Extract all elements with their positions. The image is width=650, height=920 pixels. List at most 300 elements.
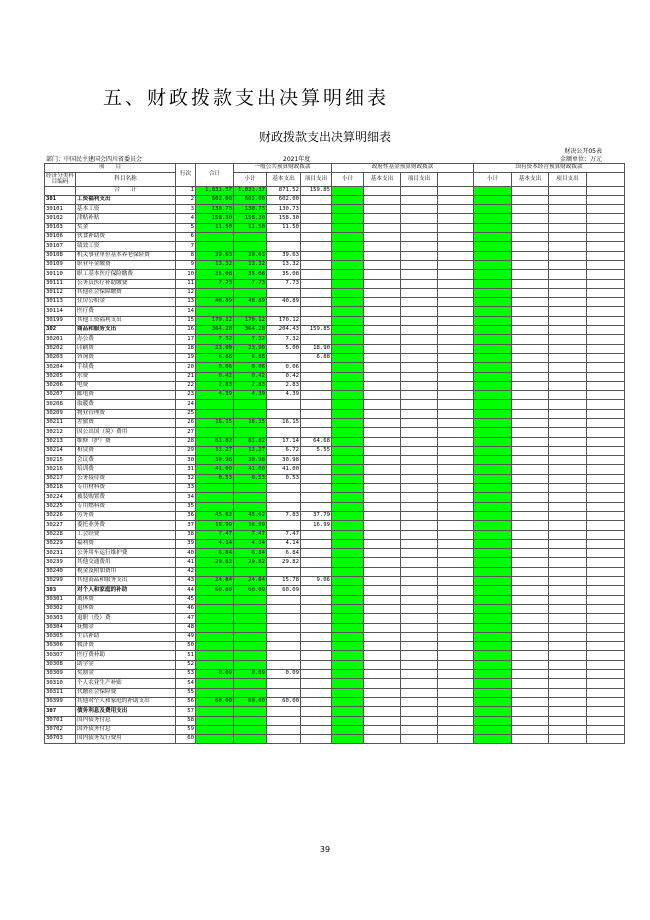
cell-state-blank [587, 391, 625, 400]
cell-general-basic: 16.15 [267, 419, 301, 428]
cell-fund-project [401, 623, 438, 632]
cell-fund-project [401, 484, 438, 493]
cell-code [45, 186, 76, 195]
cell-general-project [301, 595, 332, 604]
cell-general-subtotal [234, 288, 267, 297]
cell-state-project [549, 474, 587, 483]
cell-name: 住房公积金 [76, 298, 176, 307]
cell-fund-subtotal [332, 595, 364, 604]
table-row [45, 651, 625, 660]
cell-general-basic: 13.32 [267, 260, 301, 269]
cell-total [196, 400, 234, 409]
cell-state-blank [587, 530, 625, 539]
cell-line: 20 [176, 363, 196, 372]
cell-line: 10 [176, 270, 196, 279]
cell-general-subtotal [234, 502, 267, 511]
cell-code: 30306 [45, 642, 76, 651]
cell-general-subtotal: 24.84 [234, 577, 267, 586]
cell-total: 7.32 [196, 335, 234, 344]
cell-fund-blank [438, 363, 474, 372]
cell-state-subtotal [474, 604, 512, 613]
cell-state-blank [587, 446, 625, 455]
cell-general-basic: 4.39 [267, 391, 301, 400]
cell-code: 30303 [45, 614, 76, 623]
cell-total: 7.73 [196, 279, 234, 288]
cell-state-blank [587, 502, 625, 511]
cell-state-basic [512, 725, 549, 734]
cell-code: 30702 [45, 725, 76, 734]
cell-fund-basic [364, 279, 401, 288]
cell-code: 30218 [45, 484, 76, 493]
cell-fund-blank [438, 688, 474, 697]
cell-state-subtotal [474, 205, 512, 214]
cell-state-subtotal [474, 735, 512, 744]
cell-state-project [549, 251, 587, 260]
cell-fund-basic [364, 242, 401, 251]
cell-general-basic: 41.00 [267, 465, 301, 474]
cell-state-project [549, 214, 587, 223]
cell-state-subtotal [474, 428, 512, 437]
cell-general-subtotal [234, 233, 267, 242]
cell-fund-blank [438, 446, 474, 455]
cell-state-project [549, 567, 587, 576]
cell-state-blank [587, 623, 625, 632]
cell-fund-basic [364, 716, 401, 725]
cell-general-project [301, 205, 332, 214]
table-row [45, 558, 625, 567]
cell-fund-project [401, 437, 438, 446]
cell-line: 14 [176, 307, 196, 316]
cell-general-basic [267, 679, 301, 688]
table-row [45, 419, 625, 428]
cell-fund-project [401, 697, 438, 706]
cell-fund-subtotal [332, 307, 364, 316]
cell-fund-blank [438, 279, 474, 288]
cell-general-project [301, 660, 332, 669]
cell-general-subtotal: 364.28 [234, 326, 267, 335]
cell-general-subtotal [234, 493, 267, 502]
cell-general-project [301, 251, 332, 260]
cell-total: 16.99 [196, 521, 234, 530]
cell-state-project [549, 586, 587, 595]
cell-general-subtotal: 29.82 [234, 558, 267, 567]
cell-general-subtotal [234, 623, 267, 632]
cell-fund-blank [438, 465, 474, 474]
cell-state-basic [512, 372, 549, 381]
cell-fund-basic [364, 400, 401, 409]
cell-fund-subtotal [332, 632, 364, 641]
cell-fund-basic [364, 195, 401, 204]
cell-line: 18 [176, 344, 196, 353]
cell-state-project [549, 502, 587, 511]
cell-state-blank [587, 539, 625, 548]
cell-general-basic [267, 428, 301, 437]
table-row [45, 586, 625, 595]
cell-name: 会议费 [76, 456, 176, 465]
cell-state-blank [587, 586, 625, 595]
cell-fund-blank [438, 456, 474, 465]
cell-state-basic [512, 186, 549, 195]
cell-state-blank [587, 707, 625, 716]
cell-total [196, 716, 234, 725]
cell-fund-blank [438, 260, 474, 269]
cell-fund-project [401, 195, 438, 204]
cell-name: 其他工资福利支出 [76, 316, 176, 325]
cell-name: 医疗费 [76, 307, 176, 316]
cell-code: 30226 [45, 511, 76, 520]
cell-fund-subtotal [332, 419, 364, 428]
cell-fund-subtotal [332, 316, 364, 325]
cell-state-project [549, 446, 587, 455]
cell-state-basic [512, 456, 549, 465]
cell-code: 30299 [45, 577, 76, 586]
cell-state-subtotal [474, 521, 512, 530]
table-row [45, 456, 625, 465]
header-fund-budget: 政府性基金预算财政拨款 [332, 164, 474, 173]
cell-general-project [301, 409, 332, 418]
header-row-no: 行次 [176, 164, 196, 187]
cell-fund-blank [438, 595, 474, 604]
cell-total: 12.27 [196, 446, 234, 455]
cell-general-project [301, 530, 332, 539]
cell-state-project [549, 623, 587, 632]
cell-fund-project [401, 344, 438, 353]
cell-code: 30213 [45, 437, 76, 446]
table-row [45, 670, 625, 679]
cell-general-subtotal: 7.73 [234, 279, 267, 288]
cell-state-basic [512, 326, 549, 335]
cell-line: 11 [176, 279, 196, 288]
cell-total [196, 623, 234, 632]
cell-general-subtotal [234, 242, 267, 251]
cell-fund-blank [438, 735, 474, 744]
cell-state-project [549, 270, 587, 279]
table-row [45, 288, 625, 297]
cell-fund-subtotal [332, 326, 364, 335]
cell-general-project: 37.79 [301, 511, 332, 520]
cell-total: 364.28 [196, 326, 234, 335]
cell-name: 工资福利支出 [76, 195, 176, 204]
cell-name: 国内债务发行费用 [76, 735, 176, 744]
cell-fund-project [401, 567, 438, 576]
cell-code: 30308 [45, 660, 76, 669]
cell-general-project [301, 260, 332, 269]
cell-state-blank [587, 697, 625, 706]
cell-fund-blank [438, 270, 474, 279]
cell-general-basic: 158.30 [267, 214, 301, 223]
cell-state-basic [512, 530, 549, 539]
cell-state-blank [587, 260, 625, 269]
cell-fund-basic [364, 679, 401, 688]
table-row [45, 409, 625, 418]
cell-fund-blank [438, 437, 474, 446]
cell-state-subtotal [474, 586, 512, 595]
cell-general-basic [267, 595, 301, 604]
cell-state-subtotal [474, 707, 512, 716]
cell-name: 物业管理费 [76, 409, 176, 418]
cell-state-blank [587, 409, 625, 418]
cell-general-subtotal: 6.84 [234, 549, 267, 558]
cell-name: 其他对个人和家庭的补助支出 [76, 697, 176, 706]
table-row [45, 326, 625, 335]
cell-state-subtotal [474, 697, 512, 706]
cell-name: 公务用车运行维护费 [76, 549, 176, 558]
cell-fund-project [401, 725, 438, 734]
cell-fund-subtotal [332, 484, 364, 493]
cell-fund-basic [364, 725, 401, 734]
cell-general-basic [267, 735, 301, 744]
table-row [45, 260, 625, 269]
cell-state-subtotal [474, 288, 512, 297]
cell-state-basic [512, 632, 549, 641]
cell-state-blank [587, 437, 625, 446]
cell-fund-blank [438, 298, 474, 307]
cell-state-blank [587, 688, 625, 697]
cell-state-project [549, 539, 587, 548]
cell-line: 4 [176, 214, 196, 223]
cell-state-subtotal [474, 316, 512, 325]
cell-general-subtotal: 4.14 [234, 539, 267, 548]
cell-name: 劳务费 [76, 511, 176, 520]
cell-code: 30701 [45, 716, 76, 725]
cell-fund-project [401, 260, 438, 269]
cell-fund-subtotal [332, 456, 364, 465]
cell-general-subtotal: 81.82 [234, 437, 267, 446]
cell-state-basic [512, 391, 549, 400]
table-row [45, 567, 625, 576]
cell-line: 28 [176, 437, 196, 446]
cell-fund-project [401, 521, 438, 530]
cell-state-project [549, 419, 587, 428]
cell-state-project [549, 316, 587, 325]
header-state-basic: 基本支出 [512, 173, 549, 186]
cell-total: 158.30 [196, 214, 234, 223]
cell-fund-project [401, 660, 438, 669]
cell-general-project [301, 391, 332, 400]
cell-state-project [549, 725, 587, 734]
cell-fund-subtotal [332, 233, 364, 242]
cell-total: 7.47 [196, 530, 234, 539]
cell-state-project [549, 372, 587, 381]
cell-state-project [549, 233, 587, 242]
cell-state-basic [512, 604, 549, 613]
cell-fund-project [401, 642, 438, 651]
cell-fund-basic [364, 214, 401, 223]
cell-fund-subtotal [332, 214, 364, 223]
cell-name: 抚恤金 [76, 623, 176, 632]
cell-state-subtotal [474, 186, 512, 195]
cell-name: 债务利息及费用支出 [76, 707, 176, 716]
cell-state-basic [512, 251, 549, 260]
cell-state-subtotal [474, 335, 512, 344]
table-row [45, 549, 625, 558]
cell-line: 46 [176, 604, 196, 613]
cell-general-project: 159.85 [301, 326, 332, 335]
cell-state-blank [587, 577, 625, 586]
table-row [45, 307, 625, 316]
cell-code: 30212 [45, 428, 76, 437]
cell-general-project [301, 428, 332, 437]
cell-state-blank [587, 642, 625, 651]
table-row [45, 316, 625, 325]
cell-fund-blank [438, 623, 474, 632]
cell-fund-subtotal [332, 400, 364, 409]
cell-line: 42 [176, 567, 196, 576]
cell-name: 差旅费 [76, 419, 176, 428]
cell-state-project [549, 437, 587, 446]
cell-total: 13.32 [196, 260, 234, 269]
cell-state-project [549, 549, 587, 558]
cell-fund-blank [438, 642, 474, 651]
cell-state-project [549, 670, 587, 679]
cell-state-blank [587, 725, 625, 734]
cell-fund-basic [364, 623, 401, 632]
cell-line: 12 [176, 288, 196, 297]
cell-name: 退职（役）费 [76, 614, 176, 623]
cell-general-project [301, 316, 332, 325]
cell-general-basic [267, 688, 301, 697]
cell-fund-project [401, 279, 438, 288]
cell-general-project [301, 465, 332, 474]
cell-general-project: 5.55 [301, 446, 332, 455]
cell-line: 41 [176, 558, 196, 567]
table-row [45, 335, 625, 344]
cell-fund-subtotal [332, 437, 364, 446]
cell-general-subtotal: 170.12 [234, 316, 267, 325]
cell-fund-basic [364, 595, 401, 604]
cell-fund-basic [364, 697, 401, 706]
cell-general-basic [267, 409, 301, 418]
cell-general-project [301, 567, 332, 576]
cell-line: 30 [176, 456, 196, 465]
cell-general-project [301, 214, 332, 223]
cell-state-blank [587, 298, 625, 307]
cell-total: 0.06 [196, 363, 234, 372]
cell-fund-blank [438, 307, 474, 316]
cell-state-subtotal [474, 363, 512, 372]
cell-fund-basic [364, 233, 401, 242]
cell-fund-project [401, 530, 438, 539]
cell-fund-subtotal [332, 335, 364, 344]
cell-state-basic [512, 688, 549, 697]
cell-code: 303 [45, 586, 76, 595]
cell-general-basic [267, 521, 301, 530]
table-row [45, 707, 625, 716]
cell-fund-subtotal [332, 353, 364, 362]
cell-state-basic [512, 288, 549, 297]
cell-fund-blank [438, 316, 474, 325]
cell-fund-project [401, 688, 438, 697]
cell-state-blank [587, 614, 625, 623]
cell-state-blank [587, 195, 625, 204]
cell-state-basic [512, 642, 549, 651]
cell-general-subtotal [234, 595, 267, 604]
cell-total [196, 567, 234, 576]
cell-fund-subtotal [332, 530, 364, 539]
cell-general-subtotal: 0.09 [234, 670, 267, 679]
cell-general-subtotal: 130.73 [234, 205, 267, 214]
cell-fund-subtotal [332, 511, 364, 520]
table-row [45, 493, 625, 502]
cell-name: 手续费 [76, 363, 176, 372]
cell-line: 49 [176, 632, 196, 641]
cell-fund-subtotal [332, 205, 364, 214]
table-row [45, 735, 625, 744]
cell-general-project [301, 223, 332, 232]
cell-state-basic [512, 614, 549, 623]
cell-line: 29 [176, 446, 196, 455]
cell-fund-subtotal [332, 604, 364, 613]
cell-state-subtotal [474, 484, 512, 493]
cell-total: 0.53 [196, 474, 234, 483]
cell-general-project [301, 400, 332, 409]
cell-fund-basic [364, 353, 401, 362]
cell-state-basic [512, 735, 549, 744]
cell-general-subtotal: 2.83 [234, 381, 267, 390]
cell-state-subtotal [474, 298, 512, 307]
cell-line: 37 [176, 521, 196, 530]
cell-state-project [549, 353, 587, 362]
table-row [45, 344, 625, 353]
cell-fund-basic [364, 688, 401, 697]
cell-fund-blank [438, 511, 474, 520]
cell-code: 30108 [45, 251, 76, 260]
cell-state-subtotal [474, 474, 512, 483]
cell-general-subtotal: 1,031.37 [234, 186, 267, 195]
cell-total: 41.00 [196, 465, 234, 474]
cell-state-blank [587, 511, 625, 520]
cell-line: 16 [176, 326, 196, 335]
cell-general-project [301, 372, 332, 381]
cell-state-project [549, 409, 587, 418]
table-row [45, 400, 625, 409]
cell-fund-blank [438, 419, 474, 428]
cell-total [196, 502, 234, 511]
cell-general-project [301, 697, 332, 706]
cell-state-blank [587, 465, 625, 474]
cell-fund-project [401, 298, 438, 307]
cell-line: 59 [176, 725, 196, 734]
cell-general-basic [267, 632, 301, 641]
cell-general-project [301, 558, 332, 567]
table-row [45, 604, 625, 613]
cell-state-project [549, 242, 587, 251]
cell-general-subtotal: 41.00 [234, 465, 267, 474]
cell-fund-project [401, 270, 438, 279]
cell-fund-basic [364, 642, 401, 651]
cell-state-basic [512, 558, 549, 567]
cell-state-subtotal [474, 567, 512, 576]
cell-general-project [301, 288, 332, 297]
cell-general-subtotal [234, 307, 267, 316]
cell-total [196, 604, 234, 613]
cell-fund-project [401, 288, 438, 297]
cell-total: 39.63 [196, 251, 234, 260]
cell-general-basic: 7.47 [267, 530, 301, 539]
cell-code: 30228 [45, 530, 76, 539]
cell-fund-subtotal [332, 428, 364, 437]
cell-fund-project [401, 205, 438, 214]
cell-state-project [549, 260, 587, 269]
cell-name: 其他交通费用 [76, 558, 176, 567]
cell-general-subtotal [234, 707, 267, 716]
cell-fund-project [401, 214, 438, 223]
cell-general-basic: 871.52 [267, 186, 301, 195]
cell-fund-subtotal [332, 651, 364, 660]
cell-fund-subtotal [332, 521, 364, 530]
cell-code: 302 [45, 326, 76, 335]
cell-general-basic [267, 353, 301, 362]
